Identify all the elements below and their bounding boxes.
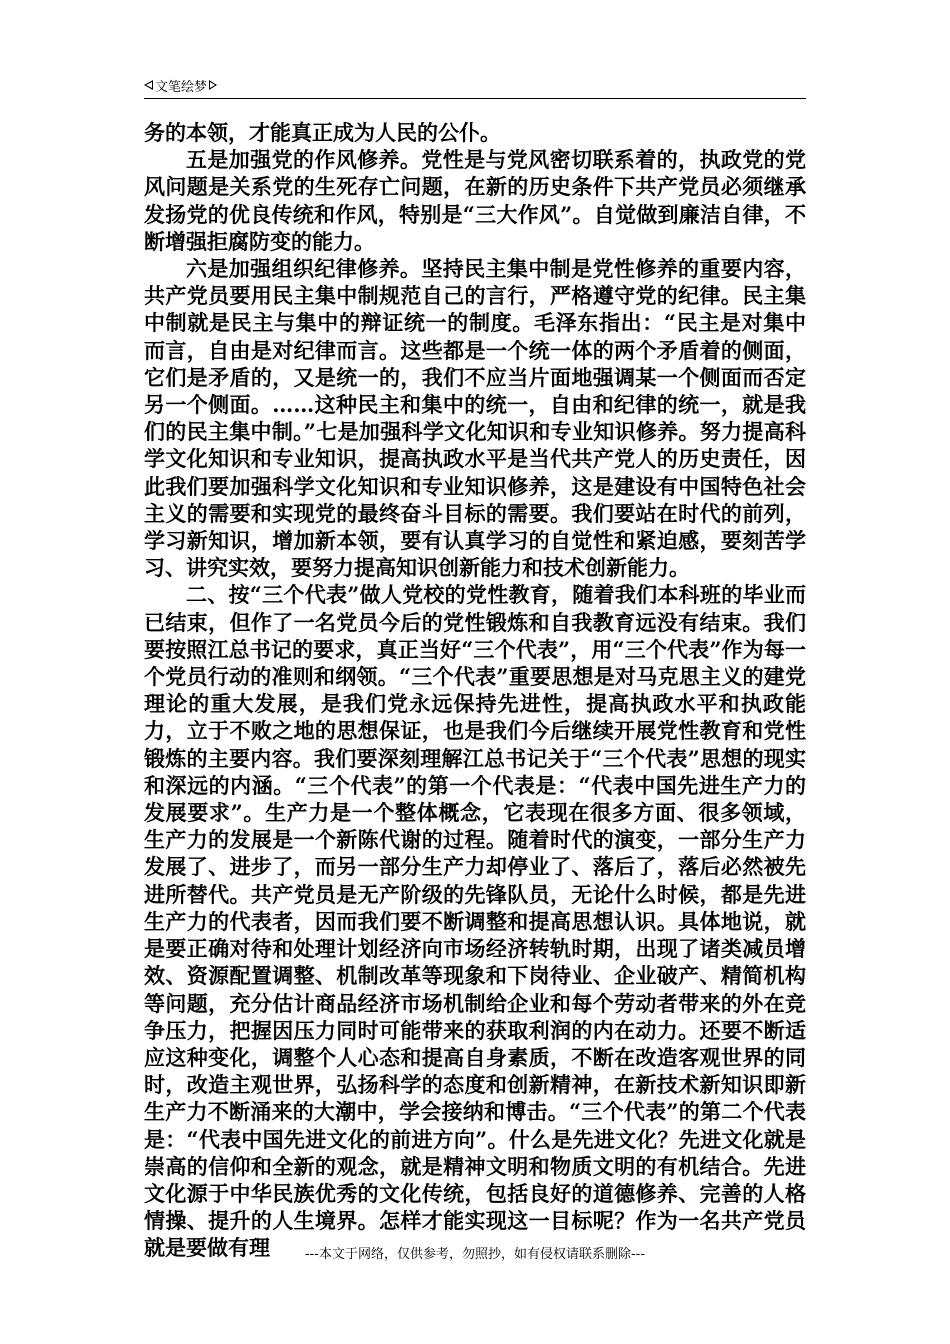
header-divider [144,98,806,99]
page-footer: ---本文于网络，仅供参考，勿照抄，如有侵权请联系删除--- [304,1247,646,1262]
triangle-left-icon [144,80,153,90]
document-body [144,119,806,1262]
triangle-right-icon [209,80,217,90]
paragraph: 六是加强组织纪律修养。坚持民主集中制是党性修养的重要内容，共产党员要用民主集中制规范自己的言行，严格遵守党的纪律。民主集中制就是民主与集中的辩证统一的制度。毛泽东指出：“民主是对集中而言，自由是对纪律而言。这些都是一个统一体的两个矛盾着的侧面，它们是矛盾的，又是统一的，我们不应当片面地强调某一个侧面而否定另一个侧面。……这种民主和集中的统一，自由和纪律的统一，就是我们的民主集中制。”七是加强科学文化知识和专业知识修养。努力提高科学文化知识和专业知识，提高执政水平是当代共产党人的历史责任，因此我们要加强科学文化知识和专业知识修养，这是建设有中国特色社会主义的需要和实现党的最终奋斗目标的需要。我们要站在时代的前列，学习新知识，增加新本领，要有认真学习的自觉性和紧迫感，要刻苦学习、讲究实效，要努力提高知识创新能力和技术创新能力。 [144,256,806,581]
paragraph: 务的本领，才能真正成为人民的公仆。 [144,120,501,145]
header-title: 文笔绘梦 [155,79,208,95]
paragraph: 五是加强党的作风修养。党性是与党风密切联系着的，执政党的党风问题是关系党的生死存亡问题，在新的历史条件下共产党员必须继承发扬党的优良传统和作风，特别是“三大作风”。自觉做到廉洁自律，不断增强拒腐防变的能力。 [144,147,806,254]
paragraph: 二、按“三个代表”做人党校的党性教育，随着我们本科班的毕业而已结束，但作了一名党员今后的党性锻炼和自我教育远没有结束。我们要按照江总书记的要求，真正当好“三个代表”，用“三个代表”作为每一个党员行动的准则和纲领。“三个代表”重要思想是对马克思主义的建党理论的重大发展，是我们党永远保持先进性，提高执政水平和执政能力，立于不败之地的思想保证，也是我们今后继续开展党性教育和党性锻炼的主要内容。我们要深刻理解江总书记关于“三个代表”思想的现实和深远的内涵。“三个代表”的第一个代表是：“代表中国先进生产力的发展要求”。生产力是一个整体概念，它表现在很多方面、很多领域，生产力的发展是一个新陈代谢的过程。随着时代的演变，一部分生产力发展了、进步了，而另一部分生产力却停业了、落后了，落后必然被先进所替代。共产党员是无产阶级的先锋队员，无论什么时候，都是先进生产力的代表者，因而我们要不断调整和提高思想认识。具体地说，就是要正确对待和处理计划经济向市场经济转轨时期，出现了诸类减员增效、资源配置调整、机制改革等现象和下岗待业、企业破产、精简机构等问题，充分估计商品经济市场机制给企业和每个劳动者带来的外在竞争压力，把握因压力同时可能带来的获取利润的内在动力。还要不断适应这种变化，调整个人心态和提高自身素质，不断在改造客观世界的同时，改造主观世界，弘扬科学的态度和创新精神，在新技术新知识即新生产力不断涌来的大潮中，学会接纳和博击。“三个代表”的第二个代表是：“代表中国先进文化的前进方向”。什么是先进文化？先进文化就是崇高的信仰和全新的观念，就是精神文明和物质文明的有机结合。先进文化源于中华民族优秀的文化传统，包括良好的道德修养、完善的人格情操、提升的人生境界。怎样才能实现这一目标呢？作为一名共产党员就是要做有理 [144,582,806,1261]
page-header [144,73,806,97]
